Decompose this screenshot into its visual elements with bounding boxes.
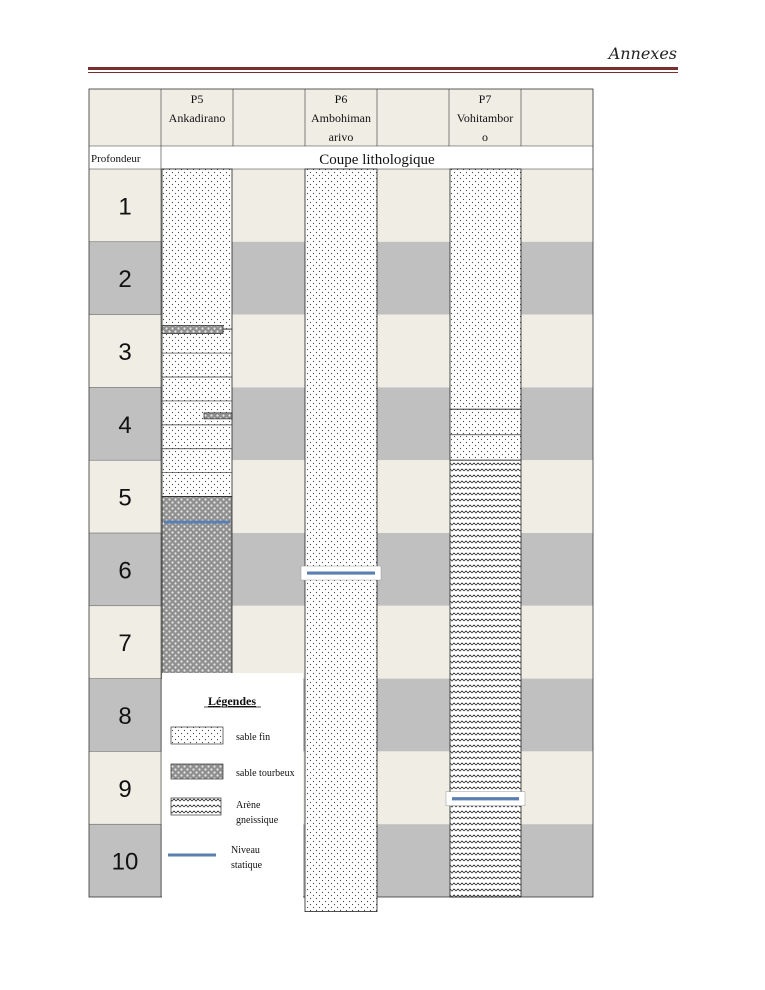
p5-thin-tourbeux-1 [162,326,223,334]
p5-thin-tourbeux-2 [204,413,232,419]
legend-arene-swatch [171,798,221,815]
log-p5 [162,169,232,679]
log-p7-layer-3 [450,460,521,897]
page-header-title: Annexes [608,44,677,63]
well-p6-name: P6 Ambohiman arivo [311,92,371,144]
legend-sable-tourbeux-label: sable tourbeux [236,768,295,779]
depth-label-7: 7 [118,630,132,658]
depth-label-9: 9 [118,775,132,803]
depth-label-8: 8 [118,703,132,730]
log-p5-layer-1 [162,169,232,329]
section-title: Coupe lithologique [319,152,435,168]
log-p6 [301,169,381,912]
depth-label-10: 10 [111,848,139,876]
legend-sable-tourbeux-swatch [171,764,223,779]
depth-label-5: 5 [118,484,132,512]
legend-niveau-statique-label: Niveau statique [231,845,263,871]
depth-label-4: 4 [118,411,132,439]
depth-label-1: 1 [118,193,132,221]
legend-sable-fin-label: sable fin [236,732,271,743]
depth-label-6: 6 [118,557,132,585]
log-p5-layer-3 [162,497,232,679]
legend-box [162,673,303,901]
well-p5-name: P5 Ankadirano [168,92,226,125]
log-p6-layer-1 [305,169,377,912]
legend-sable-fin-swatch [171,727,223,744]
log-p7-layer-1 [450,169,521,409]
depth-label-3: 3 [118,339,132,366]
legend-arene-label: Arène gneissique [236,800,279,826]
well-p7-name: P7 Vohitambor o [456,92,514,144]
log-p7 [446,169,525,897]
legend-title: Légendes [208,694,256,708]
depth-label-2: 2 [118,266,132,294]
depth-header: Profondeur [91,153,141,165]
